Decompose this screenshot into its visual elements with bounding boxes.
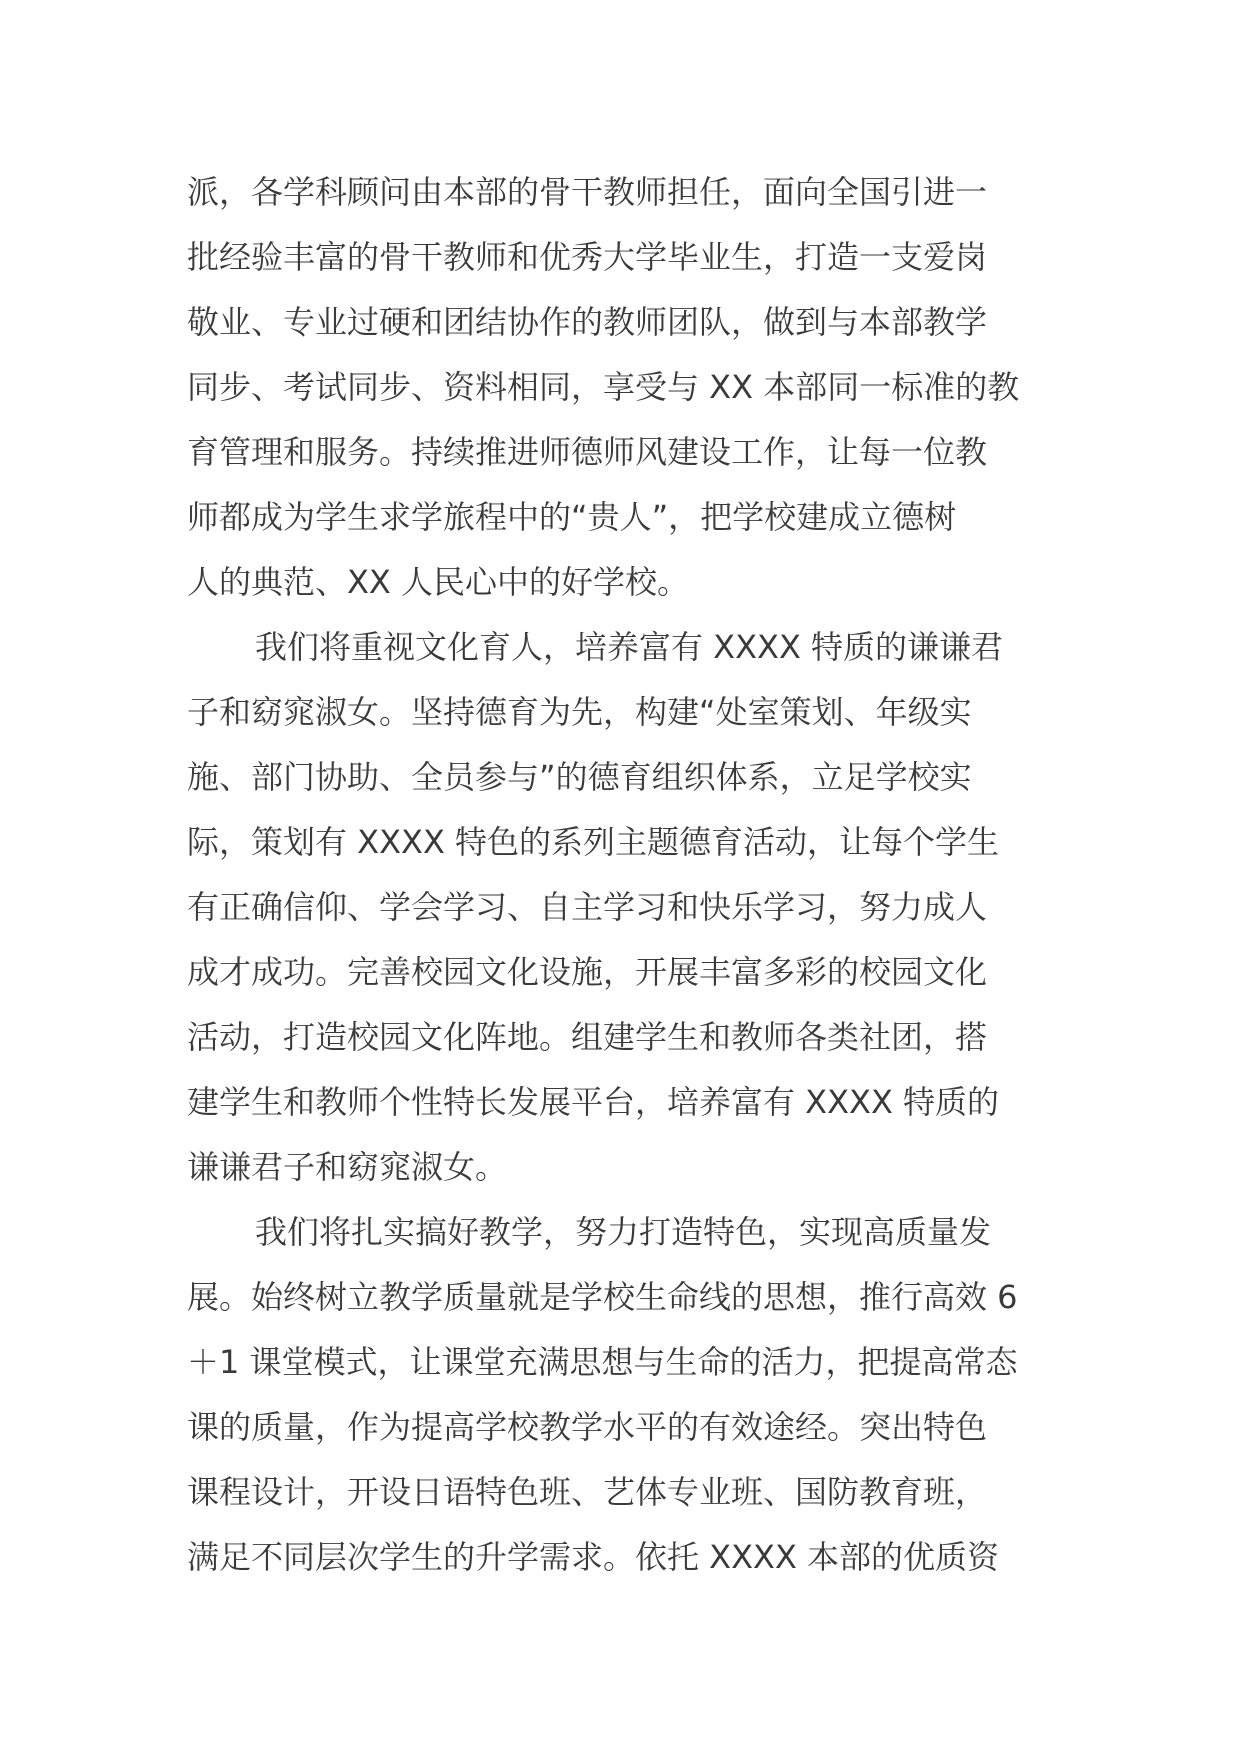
text-line: 人的典范、XX 人民心中的好学校。 <box>187 563 690 601</box>
text-line: 同步、考试同步、资料相同，享受与 XX 本部同一标准的教 <box>187 368 1020 406</box>
text-line: 派，各学科顾问由本部的骨干教师担任，面向全国引进一 <box>187 173 988 211</box>
text-line: 际，策划有 XXXX 特色的系列主题德育活动，让每个学生 <box>187 823 1000 861</box>
text-line: 成才成功。完善校园文化设施，开展丰富多彩的校园文化 <box>187 953 988 991</box>
text-line: 建学生和教师个性特长发展平台，培养富有 XXXX 特质的 <box>187 1083 1000 1121</box>
text-line: 批经验丰富的骨干教师和优秀大学毕业生，打造一支爱岗 <box>187 238 988 276</box>
paragraph-first-line: 我们将重视文化育人，培养富有 XXXX 特质的谦谦君 <box>255 628 1004 666</box>
text-line: 课程设计，开设日语特色班、艺体专业班、国防教育班， <box>187 1473 988 1511</box>
text-line: 谦谦君子和窈窕淑女。 <box>187 1148 508 1186</box>
text-line: 课的质量，作为提高学校教学水平的有效途经。突出特色 <box>187 1408 988 1446</box>
text-line: 展。始终树立教学质量就是学校生命线的思想，推行高效 6 <box>187 1278 1018 1316</box>
text-line: 师都成为学生求学旅程中的“贵人”，把学校建成立德树 <box>187 498 957 536</box>
text-line: 育管理和服务。持续推进师德师风建设工作，让每一位教 <box>187 433 988 471</box>
text-line: 满足不同层次学生的升学需求。依托 XXXX 本部的优质资 <box>187 1538 1000 1576</box>
text-line: 有正确信仰、学会学习、自主学习和快乐学习，努力成人 <box>187 888 988 926</box>
text-line: 子和窈窕淑女。坚持德育为先，构建“处室策划、年级实 <box>187 693 972 731</box>
text-line: 活动，打造校园文化阵地。组建学生和教师各类社团，搭 <box>187 1018 988 1056</box>
text-line: 施、部门协助、全员参与”的德育组织体系，立足学校实 <box>187 758 972 796</box>
text-line: ＋1 课堂模式，让课堂充满思想与生命的活力，把提高常态 <box>187 1343 1018 1381</box>
paragraph-first-line: 我们将扎实搞好教学，努力打造特色，实现高质量发 <box>255 1213 992 1251</box>
text-line: 敬业、专业过硬和团结协作的教师团队，做到与本部教学 <box>187 303 988 341</box>
document-page <box>187 160 1057 1590</box>
